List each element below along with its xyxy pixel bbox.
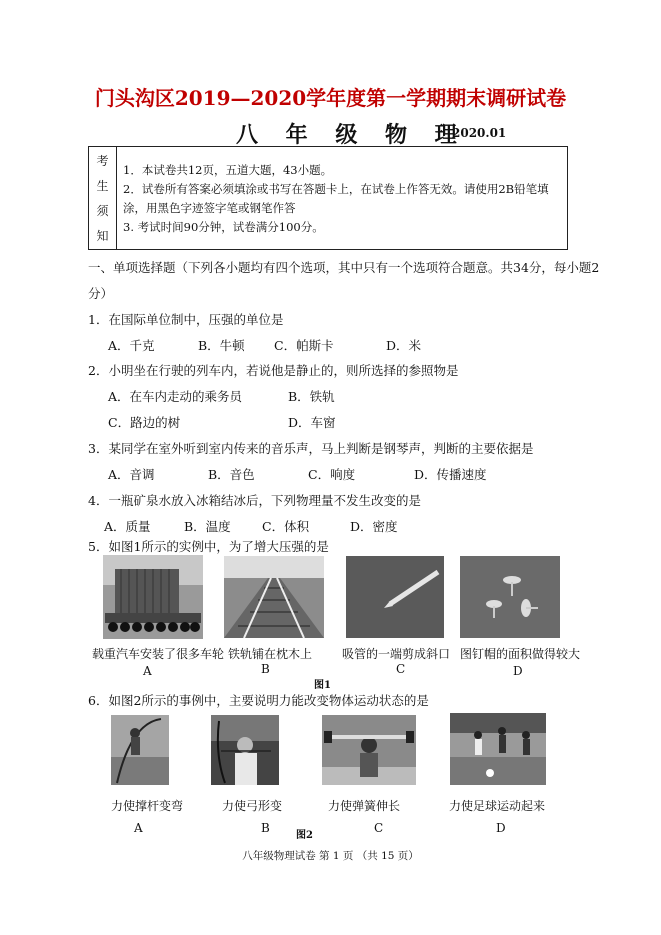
question-1-option: A．千克: [108, 338, 155, 353]
question-2-option: B．铁轨: [288, 389, 335, 404]
question-3-option: D．传播速度: [414, 467, 487, 482]
question-3-option: C．响度: [308, 467, 356, 482]
figure2-letter: B: [261, 821, 270, 835]
figure2-letter: D: [496, 821, 506, 835]
notice-box: [88, 146, 568, 250]
figure2-letter: C: [374, 821, 384, 835]
exam-subtitle: 八 年 级 物 理: [236, 122, 467, 148]
question-6-stem: 6．如图2所示的事例中，主要说明力能改变物体运动状态的是: [88, 693, 429, 708]
question-2-option: C．路边的树: [108, 415, 181, 430]
figure2-label: 图2: [296, 830, 313, 841]
railway-photo: [224, 556, 324, 638]
figure1-caption: 载重汽车安装了很多车轮: [92, 647, 225, 661]
pole-vault-photo: [111, 715, 169, 785]
figure2-caption: 力使弹簧伸长: [328, 799, 401, 813]
thumbtack-photo: [460, 556, 560, 638]
figure1-letter: D: [513, 664, 523, 678]
figure2-caption: 力使弓形变: [222, 799, 283, 813]
question-4-option: C．体积: [262, 519, 310, 534]
question-1-stem: 1．在国际单位制中，压强的单位是: [88, 312, 284, 327]
spring-expander-photo: [322, 715, 416, 785]
figure1-caption: 铁轨铺在枕木上: [228, 647, 313, 661]
question-3-option: B．音色: [208, 467, 255, 482]
figure1-letter: B: [261, 662, 270, 676]
exam-title: 门头沟区2019—2020学年度第一学期期末调研试卷: [94, 86, 567, 110]
figure1-letter: A: [143, 664, 152, 678]
notice-line: 涂，用黑色字迹签字笔或钢笔作答: [123, 201, 296, 215]
truck-photo: [103, 555, 203, 639]
question-5-stem: 5．如图1所示的实例中，为了增大压强的是: [88, 539, 329, 554]
notice-line: 2．试卷所有答案必须填涂或书写在答题卡上，在试卷上作答无效。请使用2B铅笔填: [123, 182, 549, 196]
notice-heading-char: 知: [96, 229, 109, 243]
section-heading-line1: 一、单项选择题（下列各小题均有四个选项，其中只有一个选项符合题意。共34分，每小题2: [88, 260, 600, 275]
notice-line: 3. 考试时间90分钟，试卷满分100分。: [123, 220, 324, 234]
notice-body: [123, 161, 563, 237]
question-1-option: D．米: [386, 338, 422, 353]
section-heading-line2: 分）: [88, 286, 114, 301]
figure2-caption: 力使足球运动起来: [449, 799, 546, 813]
notice-heading: [89, 147, 117, 249]
figure1-caption: 图钉帽的面积做得较大: [460, 647, 581, 661]
notice-heading-char: 考: [96, 154, 109, 168]
question-3-stem: 3．某同学在室外听到室内传来的音乐声，马上判断是钢琴声，判断的主要依据是: [88, 441, 534, 456]
question-3-option: A．音调: [108, 467, 155, 482]
archery-photo: [211, 715, 279, 785]
figure1-label: 图1: [314, 680, 331, 691]
figure1-letter: C: [396, 662, 406, 676]
exam-date: 2020.01: [452, 126, 507, 140]
question-1-option: B．牛顿: [198, 338, 245, 353]
question-4-option: D．密度: [350, 519, 398, 534]
question-2-option: D．车窗: [288, 415, 336, 430]
page-footer: 八年级物理试卷 第 1 页 （共 15 页）: [242, 850, 419, 862]
figure2-letter: A: [134, 821, 143, 835]
question-4-option: B．温度: [184, 519, 231, 534]
notice-heading-char: 须: [96, 204, 109, 218]
football-photo: [450, 713, 546, 785]
question-4-stem: 4．一瓶矿泉水放入冰箱结冰后，下列物理量不发生改变的是: [88, 493, 421, 508]
question-4-option: A．质量: [104, 519, 151, 534]
straw-photo: [346, 556, 444, 638]
question-1-option: C．帕斯卡: [274, 338, 334, 353]
figure1-caption: 吸管的一端剪成斜口: [342, 647, 451, 661]
question-2-stem: 2．小明坐在行驶的列车内，若说他是静止的，则所选择的参照物是: [88, 363, 459, 378]
figure2-caption: 力使撑杆变弯: [111, 799, 184, 813]
notice-heading-char: 生: [96, 179, 109, 193]
question-2-option: A．在车内走动的乘务员: [108, 389, 243, 404]
notice-line: 1．本试卷共12页，五道大题，43小题。: [123, 163, 333, 177]
